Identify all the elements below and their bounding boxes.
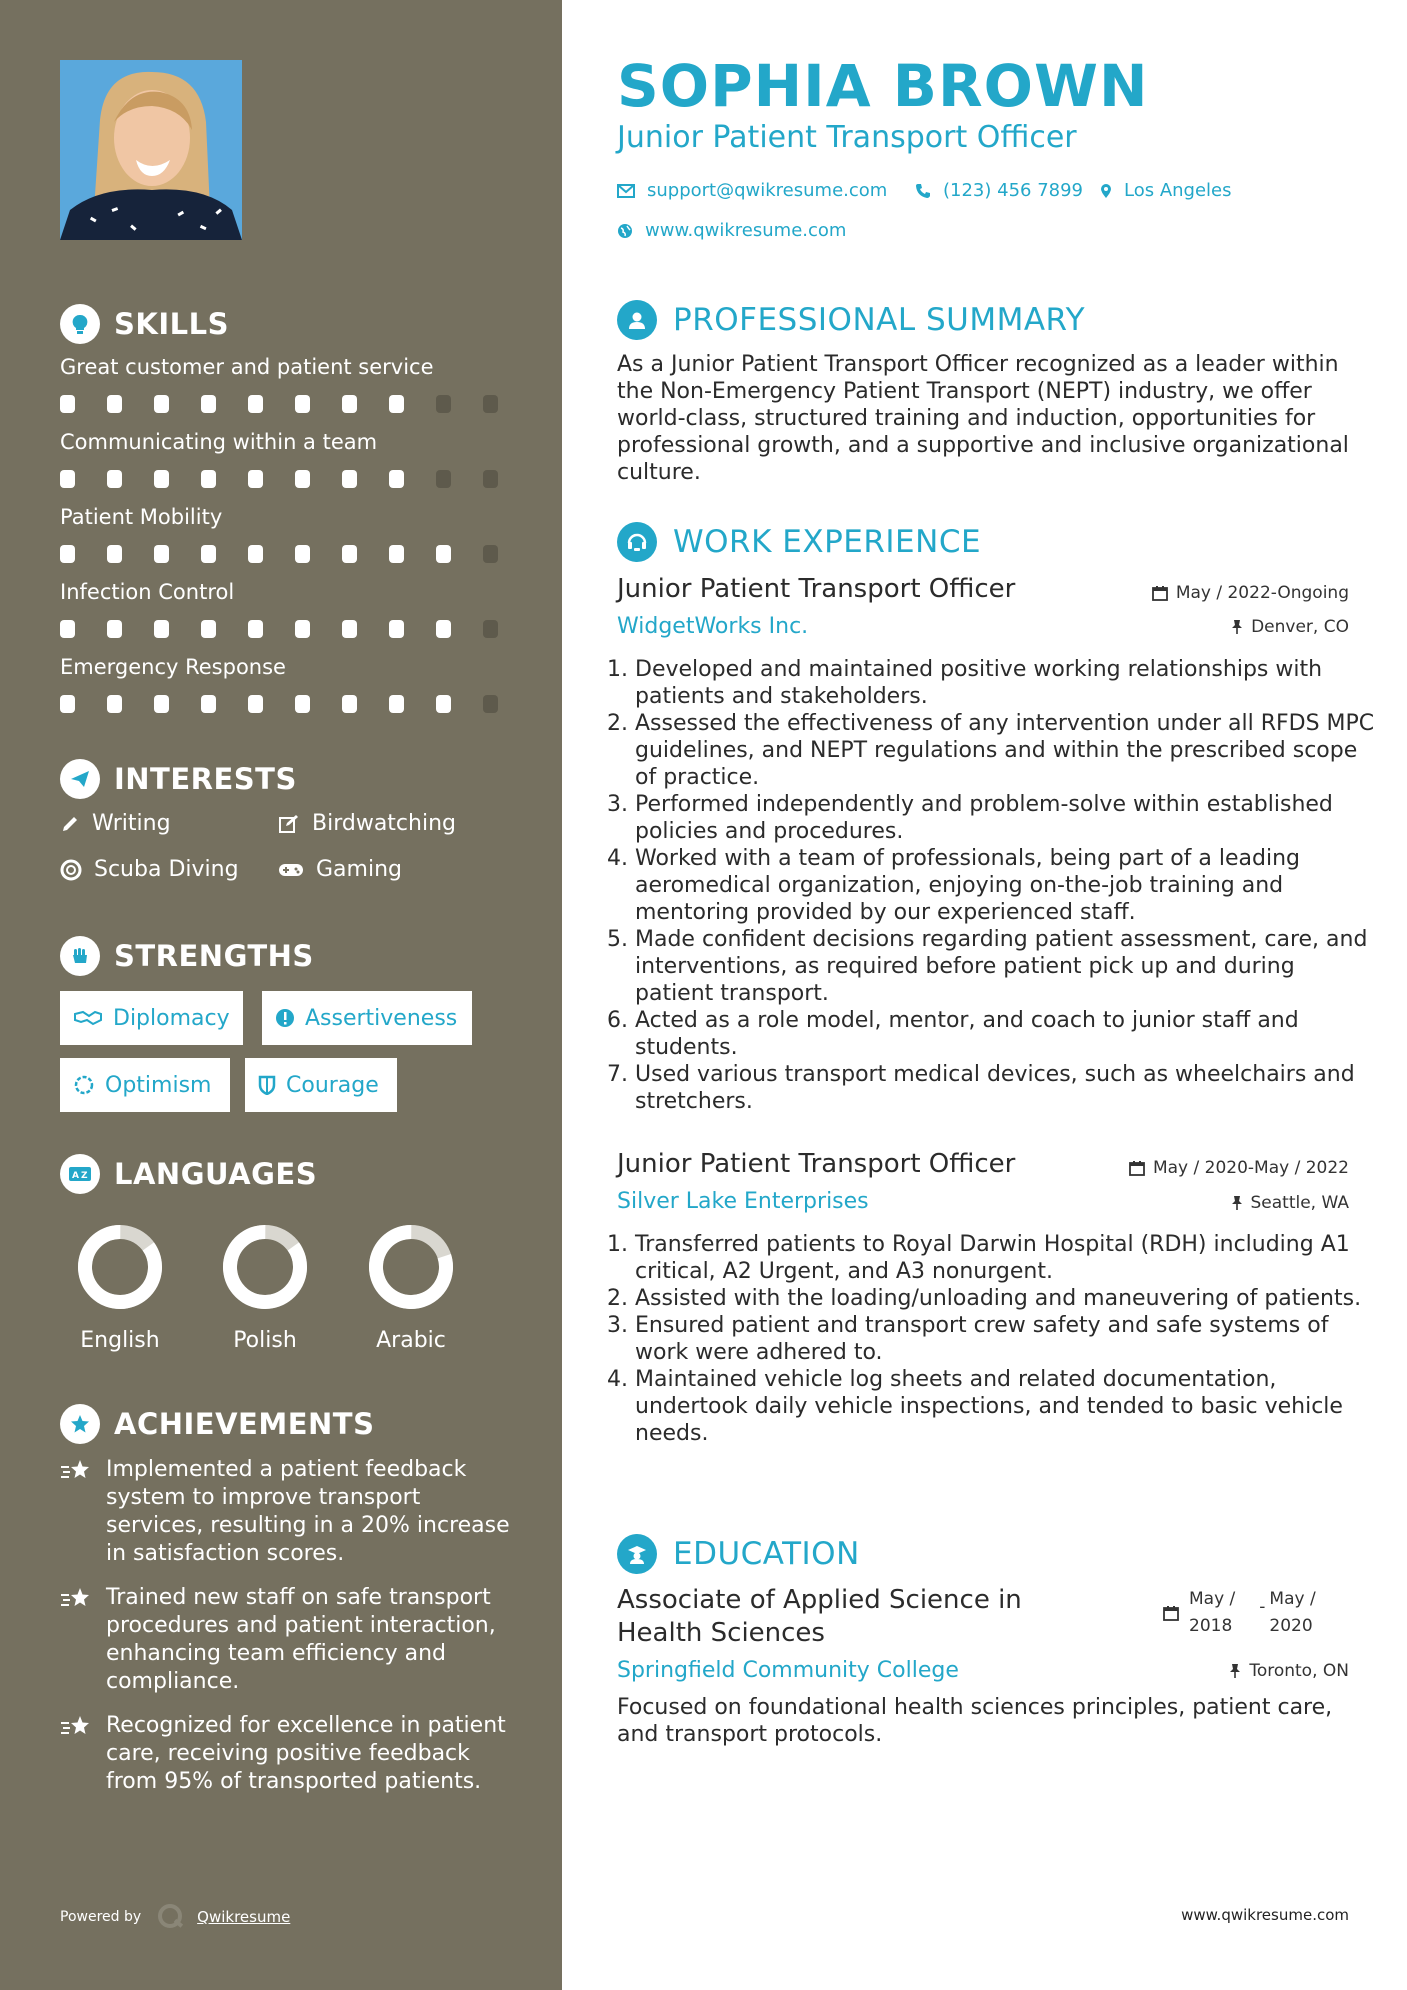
rating-dot-empty — [483, 545, 498, 563]
rating-dot-filled — [295, 395, 310, 413]
rating-dot-filled — [154, 545, 169, 563]
interest-label: Writing — [92, 811, 171, 836]
svg-text:A: A — [72, 1171, 80, 1181]
contact-location — [1100, 180, 1232, 201]
interest-label: Gaming — [316, 857, 402, 882]
achievement-text: Recognized for excellence in patient care, receiving positive feedback from 95% of transported patients. — [106, 1713, 506, 1794]
donut-fill — [75, 1222, 165, 1312]
strengths-heading — [60, 936, 314, 976]
powered-by-label: Powered by — [60, 1909, 142, 1925]
skill-name: Patient Mobility — [60, 505, 223, 529]
rating-dot-filled — [107, 620, 122, 638]
language-label: Polish — [233, 1328, 297, 1353]
duty-item: 1. Developed and maintained positive working relationships with patients and stakeholders. — [635, 656, 1375, 710]
job-duties — [617, 1231, 1375, 1447]
profile-photo — [60, 60, 242, 240]
donut-fill — [220, 1222, 310, 1312]
job-location-text: Denver, CO — [1251, 617, 1349, 637]
skill-name: Infection Control — [60, 580, 235, 604]
pushpin-icon — [1231, 619, 1243, 635]
calendar-icon — [1163, 1605, 1179, 1621]
graduate-icon — [617, 1534, 657, 1574]
handshake-icon — [73, 1008, 103, 1028]
edit-icon — [278, 813, 300, 835]
rating-dot-filled — [60, 470, 75, 488]
headset-icon — [617, 522, 657, 562]
job-dates-text: May / 2022-Ongoing — [1175, 583, 1349, 603]
school-name: Springfield Community College — [617, 1658, 959, 1683]
achievements-heading-label: ACHIEVEMENTS — [114, 1407, 375, 1441]
skill-rating — [60, 695, 530, 713]
rating-dot-filled — [389, 470, 404, 488]
summary-heading — [617, 300, 1085, 340]
rating-dot-filled — [295, 695, 310, 713]
skill-rating — [60, 545, 530, 563]
phone-text: (123) 456 7899 — [943, 180, 1084, 201]
date-separator: - — [1259, 1597, 1266, 1617]
candidate-name: SOPHIA BROWN — [617, 52, 1149, 120]
rating-dot-filled — [60, 695, 75, 713]
job-company: WidgetWorks Inc. — [617, 614, 809, 639]
job-title: Junior Patient Transport Officer — [617, 1149, 1016, 1179]
rating-dot-filled — [107, 545, 122, 563]
rating-dot-filled — [201, 470, 216, 488]
globe-icon — [617, 223, 633, 239]
language-item — [55, 1222, 185, 1353]
lightbulb-icon — [60, 304, 100, 344]
strength-label: Diplomacy — [113, 1005, 230, 1031]
rating-dot-filled — [154, 470, 169, 488]
rating-dot-filled — [342, 545, 357, 563]
rating-dot-filled — [436, 695, 451, 713]
language-item — [346, 1222, 476, 1353]
rating-dot-empty — [436, 395, 451, 413]
interest-label: Birdwatching — [312, 811, 456, 836]
duty-item: 3. Performed independently and problem-solve within established policies and procedures. — [635, 791, 1375, 845]
rating-dot-filled — [436, 545, 451, 563]
duty-item: 3. Ensured patient and transport crew safety and safe systems of work were adhered to. — [635, 1312, 1375, 1366]
email-text: support@qwikresume.com — [647, 180, 888, 201]
rating-dot-filled — [60, 395, 75, 413]
strength-label: Assertiveness — [305, 1005, 458, 1031]
interest-label: Scuba Diving — [94, 857, 239, 882]
languages-heading-label: LANGUAGES — [114, 1157, 318, 1191]
achievement-item — [60, 1712, 510, 1796]
start-month: May / — [1189, 1589, 1236, 1609]
skill-name: Great customer and patient service — [60, 355, 434, 379]
rating-dot-filled — [248, 470, 263, 488]
job-title: Junior Patient Transport Officer — [617, 574, 1016, 604]
svg-text:Z: Z — [81, 1171, 89, 1181]
education-location — [1229, 1661, 1349, 1681]
candidate-title: Junior Patient Transport Officer — [617, 120, 1077, 155]
education-dates — [1163, 1586, 1316, 1640]
user-icon — [617, 300, 657, 340]
calendar-icon — [1152, 585, 1168, 601]
pushpin-icon — [1231, 1195, 1243, 1211]
strength-tag — [262, 991, 472, 1045]
rating-dot-empty — [483, 395, 498, 413]
interests-heading — [60, 759, 297, 799]
duty-item: 1. Transferred patients to Royal Darwin Hospital (RDH) including A1 critical, A2 Urgent, and A3 nonurgent. — [635, 1231, 1375, 1285]
strength-tag — [245, 1058, 397, 1112]
experience-heading — [617, 522, 981, 562]
shooting-star-icon — [60, 1458, 94, 1484]
job-dates-text: May / 2020-May / 2022 — [1152, 1158, 1349, 1178]
paper-plane-icon — [60, 759, 100, 799]
education-heading-label: EDUCATION — [673, 1536, 860, 1572]
language-donut — [366, 1222, 456, 1312]
education-description: Focused on foundational health sciences principles, patient care, and transport protocols. — [617, 1695, 1333, 1747]
interest-item — [60, 857, 239, 882]
rating-dot-filled — [389, 695, 404, 713]
education-start — [1189, 1586, 1235, 1640]
duty-item: 2. Assisted with the loading/unloading and maneuvering of patients. — [635, 1285, 1375, 1312]
interest-item — [278, 857, 402, 882]
job-dates — [1129, 1158, 1349, 1178]
rating-dot-filled — [389, 395, 404, 413]
rating-dot-filled — [342, 695, 357, 713]
powered-by — [60, 1902, 290, 1932]
skill-rating — [60, 470, 530, 488]
rating-dot-filled — [107, 470, 122, 488]
degree-line-1: Associate of Applied Science in — [617, 1585, 1022, 1615]
job-duties — [617, 656, 1375, 1115]
end-month: May / — [1269, 1589, 1316, 1609]
duty-item: 7. Used various transport medical devices, such as wheelchairs and stretchers. — [635, 1061, 1375, 1115]
job-dates — [1152, 583, 1349, 603]
sun-icon — [73, 1074, 95, 1096]
profile-photo-image — [60, 60, 242, 240]
rating-dot-filled — [248, 695, 263, 713]
rating-dot-empty — [483, 695, 498, 713]
duty-item: 4. Worked with a team of professionals, being part of a leading aeromedical organization, enjoying on-the-job training and mentoring provided by our experienced staff. — [635, 845, 1375, 926]
rating-dot-filled — [295, 545, 310, 563]
summary-heading-label: PROFESSIONAL SUMMARY — [673, 302, 1086, 338]
achievement-item — [60, 1456, 510, 1568]
job-company: Silver Lake Enterprises — [617, 1189, 869, 1214]
skill-rating — [60, 395, 530, 413]
strength-label: Optimism — [105, 1072, 212, 1098]
education-heading — [617, 1534, 860, 1574]
skill-rating — [60, 620, 530, 638]
star-badge-icon — [60, 1404, 100, 1444]
donut-fill — [367, 1223, 455, 1311]
shooting-star-icon — [60, 1586, 94, 1612]
rating-dot-filled — [389, 545, 404, 563]
shield-icon — [258, 1075, 276, 1095]
rating-dot-empty — [483, 620, 498, 638]
summary-text: As a Junior Patient Transport Officer recognized as a leader within the Non-Emergency Patient Transport (NEPT) industry, we offer world-class, structured training and induction, opportunities for professional growth, and a supportive and inclusive organizational culture. — [617, 352, 1349, 485]
rating-dot-filled — [201, 395, 216, 413]
qwikresume-logo-icon — [155, 1902, 187, 1932]
job-location — [1231, 617, 1349, 637]
rating-dot-filled — [107, 395, 122, 413]
rating-dot-filled — [154, 695, 169, 713]
duty-item: 2. Assessed the effectiveness of any intervention under all RFDS MPC guidelines, and NEPT regulations and within the prescribed scope of practice. — [635, 710, 1375, 791]
rating-dot-filled — [248, 620, 263, 638]
contact-email[interactable] — [617, 180, 887, 201]
interest-item — [278, 811, 456, 836]
rating-dot-filled — [201, 620, 216, 638]
rating-dot-filled — [436, 620, 451, 638]
calendar-icon — [1129, 1160, 1145, 1176]
degree-title — [617, 1584, 1022, 1650]
rating-dot-filled — [154, 395, 169, 413]
strengths-heading-label: STRENGTHS — [114, 939, 314, 973]
sidebar — [0, 0, 562, 1990]
rating-dot-filled — [60, 620, 75, 638]
duty-item: 4. Maintained vehicle log sheets and related documentation, undertook daily vehicle inspections, and tended to basic vehicle needs. — [635, 1366, 1375, 1447]
rating-dot-filled — [295, 620, 310, 638]
website-text: www.qwikresume.com — [645, 220, 847, 241]
job-location-text: Seattle, WA — [1250, 1193, 1349, 1213]
pushpin-icon — [1229, 1663, 1241, 1679]
rating-dot-filled — [389, 620, 404, 638]
language-donut — [220, 1222, 310, 1312]
rating-dot-filled — [107, 695, 122, 713]
end-year: 2020 — [1269, 1616, 1313, 1636]
rating-dot-filled — [342, 470, 357, 488]
rating-dot-filled — [154, 620, 169, 638]
rating-dot-empty — [436, 470, 451, 488]
strength-tag — [60, 991, 243, 1045]
envelope-icon — [617, 184, 635, 198]
exclamation-icon — [275, 1008, 295, 1028]
brand-link[interactable]: Qwikresume — [197, 1908, 291, 1926]
education-end — [1269, 1586, 1315, 1640]
achievement-text: Implemented a patient feedback system to improve transport services, resulting in a 20% increase in satisfaction scores. — [106, 1457, 510, 1566]
language-label: Arabic — [376, 1328, 446, 1353]
interest-item — [60, 811, 171, 836]
contact-website[interactable] — [617, 220, 846, 241]
interests-heading-label: INTERESTS — [114, 762, 297, 796]
pencil-icon — [60, 814, 80, 834]
achievement-text: Trained new staff on safe transport procedures and patient interaction, enhancing team efficiency and compliance. — [106, 1585, 496, 1694]
language-label: English — [80, 1328, 160, 1353]
gamepad-icon — [278, 861, 304, 879]
rating-dot-filled — [295, 470, 310, 488]
strength-label: Courage — [286, 1072, 379, 1098]
skills-heading-label: SKILLS — [114, 307, 229, 341]
language-donut — [75, 1222, 165, 1312]
shooting-star-icon — [60, 1714, 94, 1740]
lifebuoy-icon — [60, 859, 82, 881]
rating-dot-filled — [342, 620, 357, 638]
education-location-text: Toronto, ON — [1249, 1661, 1349, 1681]
languages-heading — [60, 1154, 317, 1194]
footer-url[interactable]: www.qwikresume.com — [1181, 1906, 1349, 1924]
job-location — [1231, 1193, 1350, 1213]
rating-dot-filled — [248, 545, 263, 563]
phone-icon — [915, 183, 931, 199]
degree-line-2: Health Sciences — [617, 1618, 825, 1648]
location-text: Los Angeles — [1124, 180, 1232, 201]
language-icon — [60, 1154, 100, 1194]
rating-dot-filled — [60, 545, 75, 563]
duty-item: 5. Made confident decisions regarding patient assessment, care, and interventions, as required before patient pick up and during patient transport. — [635, 926, 1375, 1007]
strength-tag — [60, 1058, 230, 1112]
fist-icon — [60, 936, 100, 976]
experience-heading-label: WORK EXPERIENCE — [673, 524, 982, 560]
skill-name: Emergency Response — [60, 655, 286, 679]
rating-dot-empty — [483, 470, 498, 488]
skills-heading — [60, 304, 229, 344]
contact-phone[interactable] — [915, 180, 1083, 201]
rating-dot-filled — [342, 395, 357, 413]
language-item — [200, 1222, 330, 1353]
achievement-item — [60, 1584, 510, 1696]
rating-dot-filled — [201, 695, 216, 713]
rating-dot-filled — [248, 395, 263, 413]
achievements-heading — [60, 1404, 374, 1444]
start-year: 2018 — [1189, 1616, 1233, 1636]
rating-dot-filled — [201, 545, 216, 563]
duty-item: 6. Acted as a role model, mentor, and coach to junior staff and students. — [635, 1007, 1375, 1061]
map-pin-icon — [1100, 183, 1112, 199]
skill-name: Communicating within a team — [60, 430, 378, 454]
